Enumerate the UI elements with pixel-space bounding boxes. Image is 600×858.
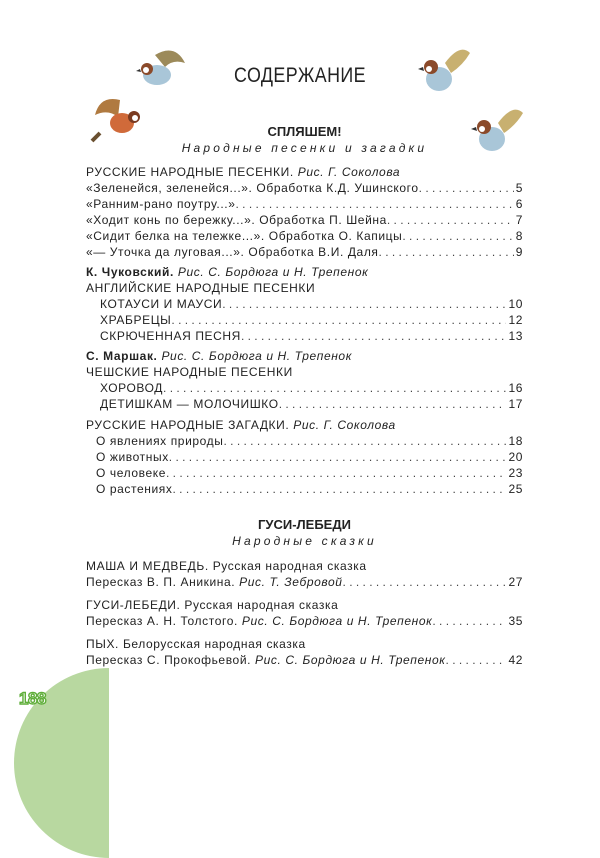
toc-entry[interactable]: «Ходит конь по бережку...». Обработка П. Шейна . . . 7 [86,212,523,228]
toc-entry[interactable]: Пересказ С. Прокофьевой. Рис. С. Бордюга и Н. Трепенок . . . 42 [86,652,523,668]
story-origin: Русская народная сказка [212,559,367,573]
story-origin: Белорусская народная сказка [122,637,306,651]
illustrator-note: Рис. Г. Соколова [293,418,396,432]
illustrator-note: Рис. С. Бордюга и Н. Трепенок [161,349,352,363]
story-title: ПЫХ. [86,637,119,651]
section-subtitle: Народные песенки и загадки [181,141,428,155]
toc-group[interactable] [86,597,523,629]
group-heading: РУССКИЕ НАРОДНЫЕ ЗАГАДКИ. [86,418,290,432]
story-title: ГУСИ-ЛЕБЕДИ. [86,598,181,612]
toc-entry[interactable]: ДЕТИШКАМ — МОЛОЧИШКО . . . 17 [86,396,523,412]
toc-entry[interactable]: ХРАБРЕЦЫ . . . 12 [86,312,523,328]
toc-entry[interactable]: СКРЮЧЕННАЯ ПЕСНЯ . . . 13 [86,328,523,344]
toc-entry[interactable]: Пересказ А. Н. Толстого. Рис. С. Бордюга и Н. Трепенок . . . 35 [86,613,523,629]
toc-entry[interactable]: КОТАУСИ И МАУСИ . . . 10 [86,296,523,312]
story-title: МАША И МЕДВЕДЬ. [86,559,209,573]
toc-group [86,348,523,412]
section-title: ГУСИ-ЛЕБЕДИ [258,517,351,532]
toc-entry[interactable]: «Сидит белка на тележке...». Обработка О. Капицы . . . 8 [86,228,523,244]
illustrator-note: Рис. Г. Соколова [297,165,401,179]
story-origin: Русская народная сказка [184,598,339,612]
toc-group [86,164,523,260]
author-name: С. Маршак. [86,349,158,363]
toc-group[interactable] [86,558,523,590]
toc-entry[interactable]: «Зеленейся, зеленейся...». Обработка К.Д. Ушинского . . . 5 [86,180,523,196]
toc-entry[interactable]: О явлениях природы . . . 18 [86,433,523,449]
section-subtitle: Народные сказки [232,534,377,548]
toc-entry[interactable]: О растениях . . . 25 [86,481,523,497]
toc-group [86,417,523,497]
group-heading: РУССКИЕ НАРОДНЫЕ ПЕСЕНКИ. [86,165,294,179]
toc-group [86,264,523,344]
section-title: СПЛЯШЕМ! [267,124,342,139]
toc-entry[interactable]: О животных . . . 20 [86,449,523,465]
toc-entry[interactable]: Пересказ В. П. Аникина. Рис. Т. Зебровой . . . 27 [86,574,523,590]
page-number: 188 [19,689,46,708]
page-title: СОДЕРЖАНИЕ [234,64,366,87]
group-heading: АНГЛИЙСКИЕ НАРОДНЫЕ ПЕСЕНКИ [86,281,316,295]
toc-entry[interactable]: «Ранним-рано поутру...» . . . 6 [86,196,523,212]
toc-entry[interactable]: О человеке . . . 23 [86,465,523,481]
toc-entry[interactable]: «— Уточка да луговая...». Обработка В.И. Даля . . . 9 [86,244,523,260]
toc-entry[interactable]: ХОРОВОД . . . 16 [86,380,523,396]
author-name: К. Чуковский. [86,265,174,279]
group-heading: ЧЕШСКИЕ НАРОДНЫЕ ПЕСЕНКИ [86,365,293,379]
toc-group[interactable] [86,636,523,668]
illustrator-note: Рис. С. Бордюга и Н. Трепенок [177,265,369,279]
